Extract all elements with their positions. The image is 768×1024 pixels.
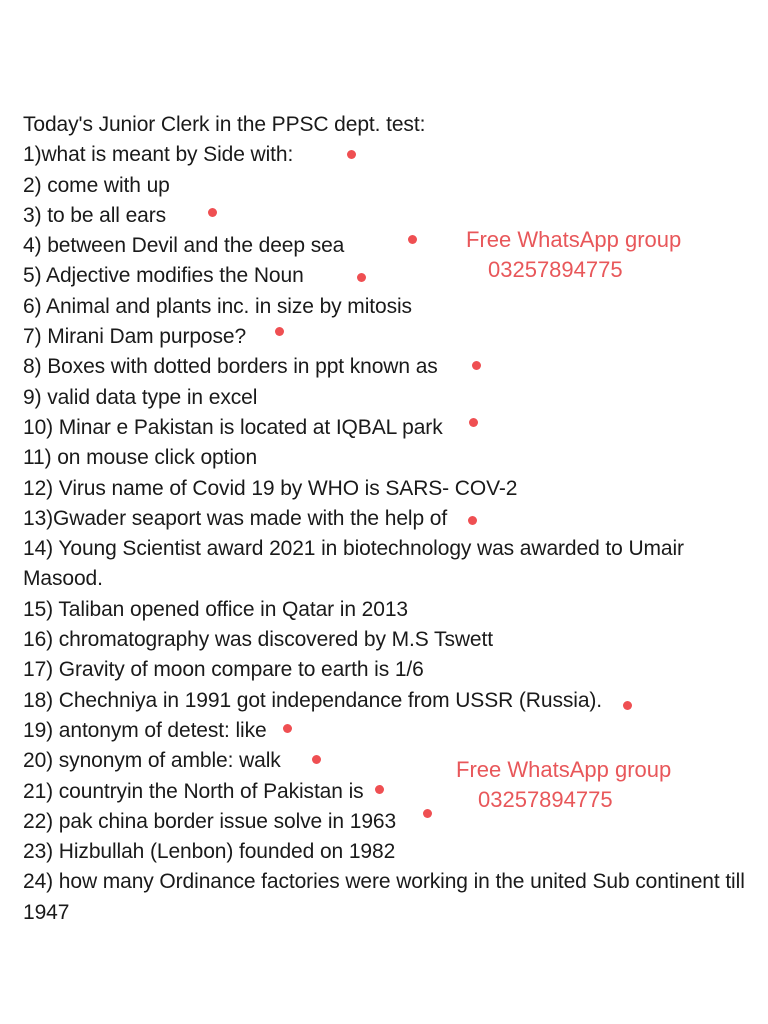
question-16: 16) chromatography was discovered by M.S Tswett xyxy=(23,628,493,652)
question-8: 8) Boxes with dotted borders in ppt known as xyxy=(23,355,438,379)
marker-dot xyxy=(283,724,292,733)
marker-dot xyxy=(408,235,417,244)
marker-dot xyxy=(468,516,477,525)
marker-dot xyxy=(347,150,356,159)
marker-dot xyxy=(423,809,432,818)
question-11: 11) on mouse click option xyxy=(23,446,258,470)
question-20: 20) synonym of amble: walk xyxy=(23,749,281,773)
question-2: 2) come with up xyxy=(23,173,170,197)
question-4: 4) between Devil and the deep sea xyxy=(23,234,345,258)
watermark-phone: 03257894775 xyxy=(488,257,623,282)
question-12: 12) Virus name of Covid 19 by WHO is SARS- COV-2 xyxy=(23,476,518,500)
question-22: 22) pak china border issue solve in 1963 xyxy=(23,809,397,833)
marker-dot xyxy=(623,701,632,710)
question-21: 21) countryin the North of Pakistan is xyxy=(23,779,364,803)
question-15: 15) Taliban opened office in Qatar in 2013 xyxy=(23,597,408,621)
question-19: 19) antonym of detest: like xyxy=(23,718,267,742)
watermark-phone: 03257894775 xyxy=(478,787,613,812)
question-24: 24) how many Ordinance factories were working in the united Sub continent till 1947 xyxy=(23,870,745,924)
watermark-title: Free WhatsApp group xyxy=(466,227,682,252)
whatsapp-watermark-bottom xyxy=(456,755,671,815)
question-9: 9) valid data type in excel xyxy=(23,385,258,409)
question-7: 7) Mirani Dam purpose? xyxy=(23,325,247,349)
marker-dot xyxy=(275,327,284,336)
question-23: 23) Hizbullah (Lenbon) founded on 1982 xyxy=(23,840,396,864)
question-6: 6) Animal and plants inc. in size by mitosis xyxy=(23,294,412,318)
marker-dot xyxy=(312,755,321,764)
question-13: 13)Gwader seaport was made with the help of xyxy=(23,506,448,530)
question-1: 1)what is meant by Side with: xyxy=(23,143,294,167)
question-5: 5) Adjective modifies the Noun xyxy=(23,264,304,288)
watermark-title: Free WhatsApp group xyxy=(456,757,672,782)
whatsapp-watermark-top xyxy=(466,225,681,285)
question-17: 17) Gravity of moon compare to earth is 1/6 xyxy=(23,658,424,682)
question-3: 3) to be all ears xyxy=(23,203,167,227)
question-10: 10) Minar e Pakistan is located at IQBAL park xyxy=(23,415,443,439)
document-heading: Today's Junior Clerk in the PPSC dept. test: xyxy=(23,113,426,136)
marker-dot xyxy=(375,785,384,794)
marker-dot xyxy=(472,361,481,370)
marker-dot xyxy=(469,418,478,427)
marker-dot xyxy=(208,208,217,217)
marker-dot xyxy=(357,273,366,282)
question-18: 18) Chechniya in 1991 got independance from USSR (Russia). xyxy=(23,688,603,712)
question-14: 14) Young Scientist award 2021 in biotechnology was awarded to Umair Masood. xyxy=(23,537,684,591)
